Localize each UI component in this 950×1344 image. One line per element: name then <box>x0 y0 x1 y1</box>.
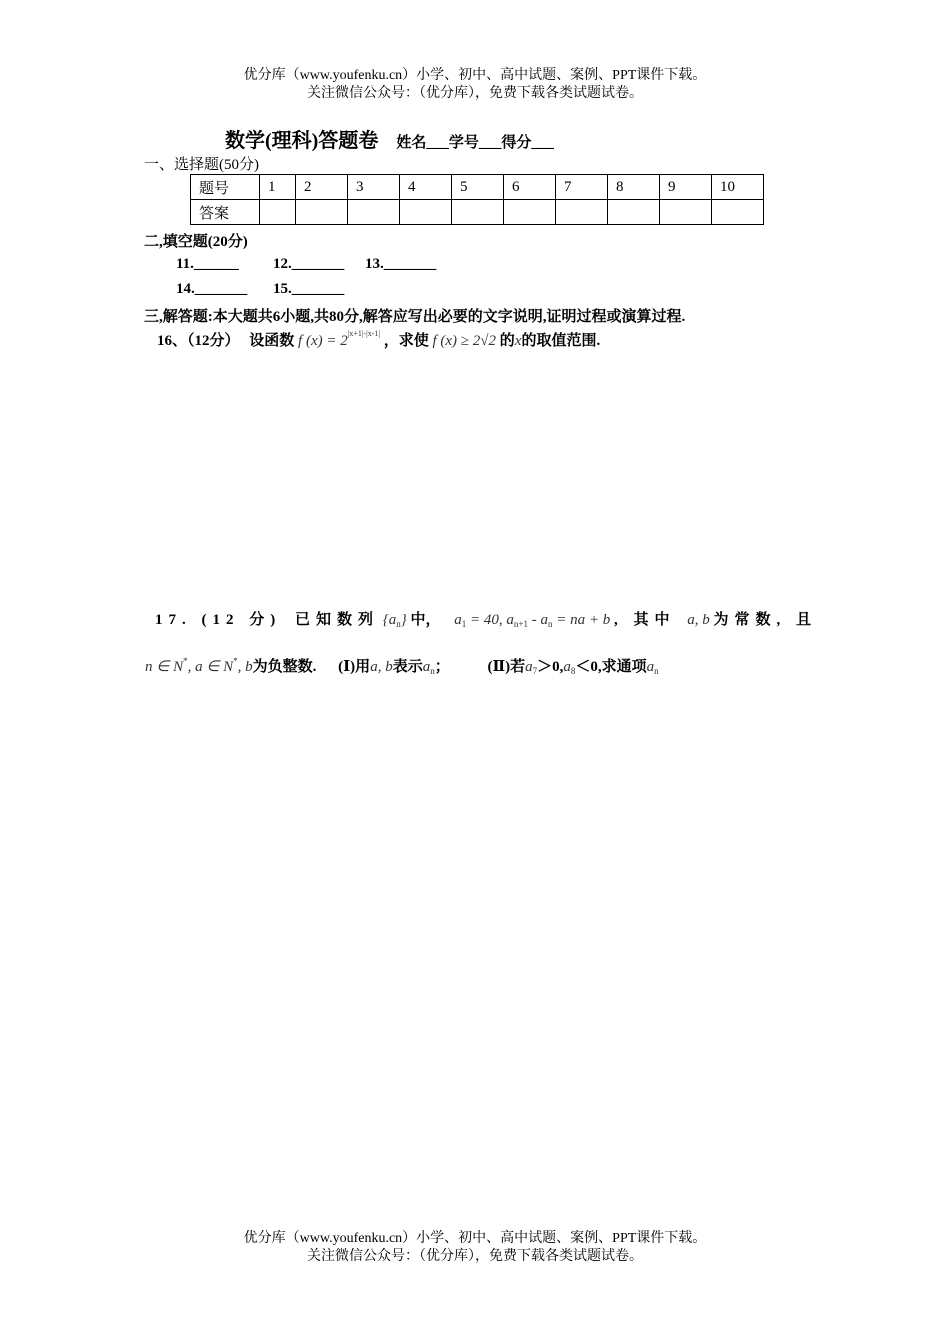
footer-line-1: 优分库（www.youfenku.cn）小学、初中、高中试题、案例、PPT课件下载。 <box>243 1231 707 1246</box>
q17-part-1-an: $a_n$ <box>422 659 435 676</box>
section3-heading: 三,解答题:本大题共6小题,共80分,解答应写出必要的文字说明,证明过程或演算过程. <box>144 309 686 325</box>
answer-cell[interactable] <box>660 200 712 225</box>
q17-condition: n ∈ N*, a ∈ N*, b <box>145 656 253 675</box>
q17-part-1-ab: a, b <box>370 659 393 675</box>
table-row-answers <box>191 200 764 225</box>
footer-line-2: 关注微信公众号：（优分库），免费下载各类试题试卷。 <box>307 1249 643 1264</box>
q16-text-1: 设函数 <box>249 333 295 349</box>
page-title: 数学(理科)答题卷 <box>225 130 379 152</box>
answer-cell[interactable] <box>296 200 348 225</box>
q17-text-1: 已知数列 <box>295 612 380 628</box>
q17-lt: ＜0,求通项 <box>575 659 647 675</box>
q16-label: 16、（12分） <box>157 333 240 349</box>
question-number: 2 <box>296 175 348 200</box>
blank-11: 11.______ <box>176 256 239 272</box>
q17-text-3: , 其中 <box>613 612 676 628</box>
section1-heading: 一、选择题(50分) <box>144 157 259 173</box>
q16-variable: x <box>514 333 522 349</box>
q17-part-1-end: ； <box>434 659 450 675</box>
q17-part-1: (Ⅰ)用 <box>338 659 371 675</box>
q17-sequence: $\{a_n\}$ <box>382 612 407 629</box>
question-number: 9 <box>660 175 712 200</box>
q17-recurrence: $a_1 = 40$, $a_{n+1} - a_n$ = na + b <box>454 612 611 629</box>
row-label-answer: 答案 <box>191 200 260 225</box>
blank-13: 13._______ <box>365 256 437 272</box>
answer-cell[interactable] <box>260 200 296 225</box>
question-number: 4 <box>400 175 452 200</box>
answer-cell[interactable] <box>400 200 452 225</box>
section2-heading: 二,填空题(20分) <box>144 234 248 250</box>
q16-text-3: 的 <box>499 333 515 349</box>
q17-gt: ＞0, <box>537 659 564 675</box>
q17-text-4: 为常数, 且 <box>713 612 818 628</box>
blank-15: 15._______ <box>273 281 345 297</box>
q16-function: f (x) = 2 <box>298 333 348 349</box>
answer-cell[interactable] <box>348 200 400 225</box>
name-id-score-fields: 姓名___学号___得分___ <box>396 135 554 151</box>
table-row-numbers <box>191 175 764 200</box>
blank-12: 12._______ <box>273 256 345 272</box>
answer-cell[interactable] <box>608 200 660 225</box>
header-line-1: 优分库（www.youfenku.cn）小学、初中、高中试题、案例、PPT课件下载。 <box>243 68 707 83</box>
blank-14: 14._______ <box>176 281 248 297</box>
q17-label: 17. (12 分) <box>155 612 282 628</box>
question-number: 1 <box>260 175 296 200</box>
question-number: 7 <box>556 175 608 200</box>
q16-text-4: 的取值范围. <box>521 333 601 349</box>
question-16 <box>157 329 600 350</box>
q17-text-2: 中， <box>410 612 441 628</box>
q16-text-2: ，求使 <box>383 333 429 349</box>
question-number: 8 <box>608 175 660 200</box>
q17-part-2: (Ⅱ)若 <box>487 659 526 675</box>
question-number: 10 <box>712 175 764 200</box>
q17-a7: $a_7$ <box>525 659 538 676</box>
q16-inequality: f (x) ≥ 2√2 <box>432 333 497 349</box>
title-row <box>225 124 554 153</box>
question-number: 3 <box>348 175 400 200</box>
q16-exponent: |x+1|-|x-1| <box>347 329 380 338</box>
q17-a8: $a_8$ <box>563 659 576 676</box>
answer-cell[interactable] <box>452 200 504 225</box>
answer-cell[interactable] <box>504 200 556 225</box>
question-17-line-1 <box>155 608 817 629</box>
answer-cell[interactable] <box>712 200 764 225</box>
q17-part-1-text: 表示 <box>392 659 423 675</box>
question-number: 5 <box>452 175 504 200</box>
question-number: 6 <box>504 175 556 200</box>
answer-table <box>190 174 764 225</box>
question-17-line-2 <box>145 655 659 676</box>
q17-an: $a_n$ <box>646 659 659 676</box>
q17-text-5: 为负整数. <box>252 659 317 675</box>
answer-cell[interactable] <box>556 200 608 225</box>
row-label-number: 题号 <box>191 175 260 200</box>
header-line-2: 关注微信公众号：（优分库），免费下载各类试题试卷。 <box>307 86 643 101</box>
q17-ab: a, b <box>687 612 710 628</box>
